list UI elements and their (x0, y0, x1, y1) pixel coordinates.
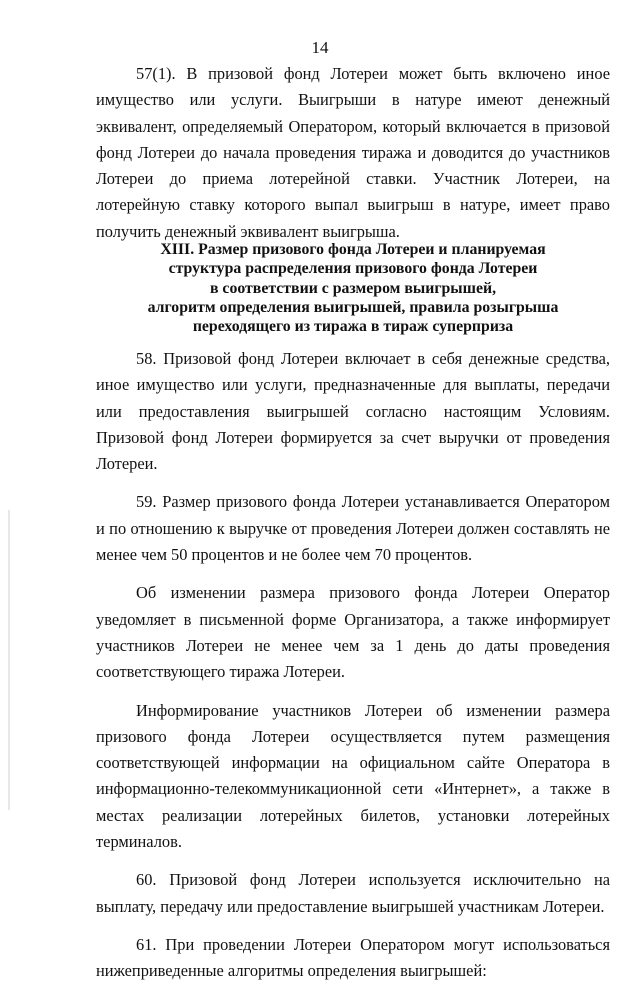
heading-line: алгоритм определения выигрышей, правила розыгрыша (147, 298, 559, 316)
paragraph-60: 60. Призовой фонд Лотереи используется исключительно на выплату, передачу или предоставление выигрышей участникам Лотереи. (96, 870, 610, 916)
heading-line: в соответствии с размером выигрышей, (209, 279, 497, 297)
paragraph-58: 58. Призовой фонд Лотереи включает в себя денежные средства, иное имущество или услуги, предназначенные для выплаты, передачи или предоставления выигрышей согласно настоящим Условиям. Призовой фонд Лотереи формируется за счет выручки от проведения Лотереи. (96, 349, 610, 474)
paragraphs-block (96, 346, 610, 997)
paragraph-59-notice: Об изменении размера призового фонда Лотереи Оператор уведомляет в письменной форме Организатора, а также информирует участников Лотереи не менее чем за 1 день до даты проведения соответствующего тиража Лотереи. (96, 583, 610, 682)
paragraph-57-1-block (96, 61, 610, 257)
heading-line: структура распределения призового фонда Лотереи (168, 260, 538, 278)
heading-line: XIII. Размер призового фонда Лотереи и планируемая (160, 241, 546, 258)
paragraph-59-informing: Информирование участников Лотереи об изменении размера призового фонда Лотереи осуществляется путем размещения соответствующей информации на официальном сайте Оператора в информационно-телекоммуникационной сети «Интернет», а также в местах реализации лотерейных билетов, установки лотерейных терминалов. (96, 700, 610, 852)
paragraph-59: 59. Размер призового фонда Лотереи устанавливается Оператором и по отношению к выручке от проведения Лотереи должен составлять не менее чем 50 процентов и не более чем 70 процентов. (96, 492, 610, 565)
scan-edge-mark (8, 510, 10, 810)
section-heading (96, 240, 610, 336)
paragraph-57-1: 57(1). В призовой фонд Лотереи может быть включено иное имущество или услуги. Выигрыши в натуре имеют денежный эквивалент, определяемый Оператором, который включается в призовой фонд Лотереи до начала проведения тиража и доводится до участников Лотереи до приема лотерейной ставки. Участник Лотереи, на лотерейную ставку которого выпал выигрыш в натуре, имеет право получить денежный эквивалент выигрыша. (96, 64, 610, 241)
heading-line: переходящего из тиража в тираж суперприза (192, 318, 514, 336)
page-number: 14 (311, 38, 329, 57)
paragraph-61: 61. При проведении Лотереи Оператором могут использоваться нижеприведенные алгоритмы определения выигрышей: (96, 934, 610, 981)
